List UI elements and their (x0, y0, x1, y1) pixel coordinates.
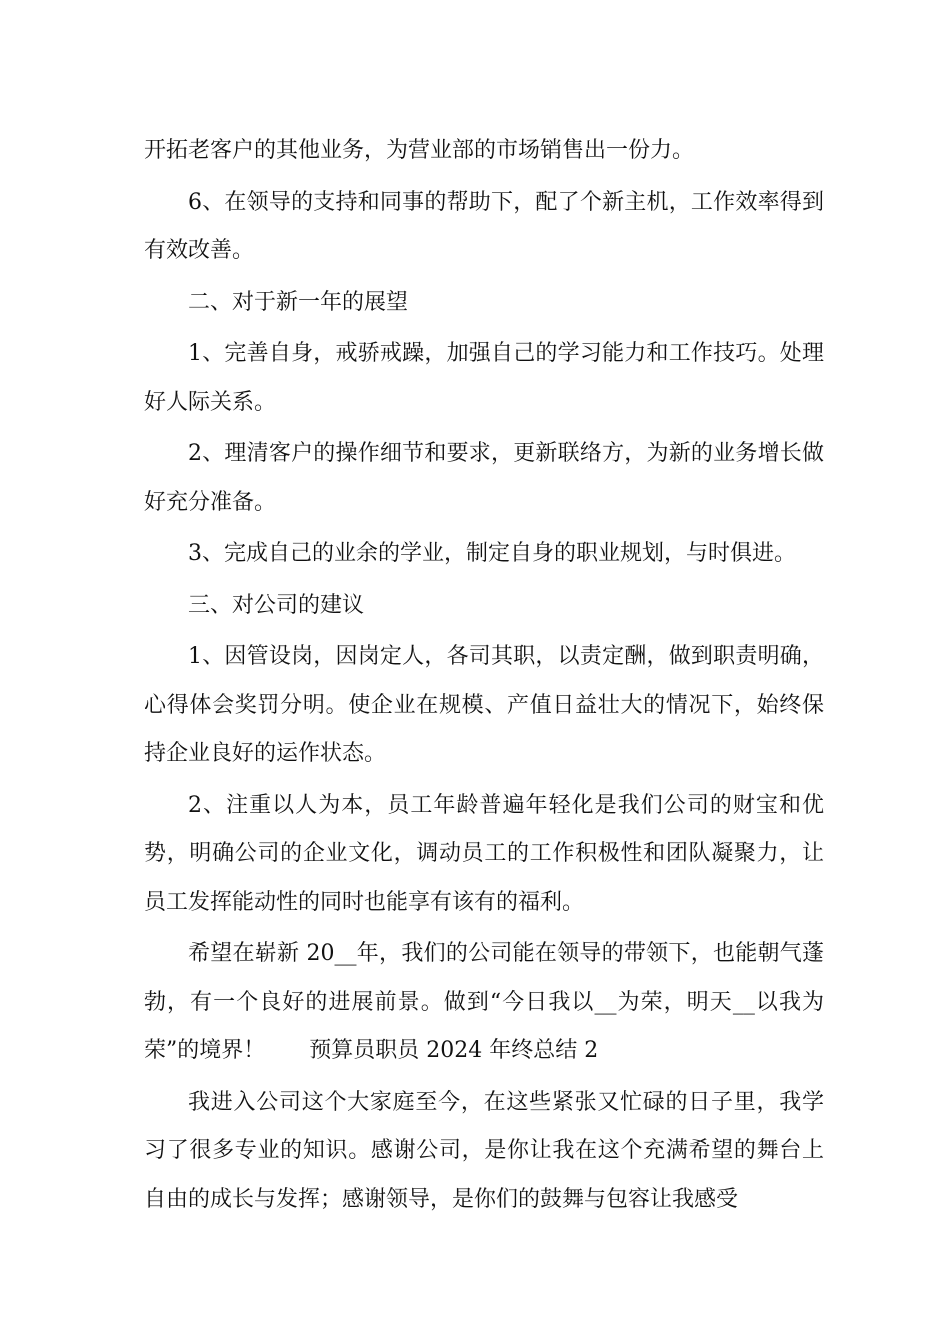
paragraph-hope (144, 930, 824, 1076)
paragraph-continuation: 开拓老客户的其他业务，为营业部的市场销售出一份力。 (144, 138, 695, 163)
paragraph-outlook-3: 3、完成自己的业余的学业，制定自身的职业规划，与时俱进。 (188, 541, 796, 566)
paragraph-suggestion-1: 1、因管设岗，因岗定人，各司其职，以责定酬，做到职责明确，心得体会奖罚分明。使企业在规模、产值日益壮大的情况下，始终保持企业良好的运作状态。 (144, 644, 824, 766)
document-body (144, 127, 824, 1224)
hope-text: 希望在崭新 20__年，我们的公司能在领导的带领下，也能朝气蓬勃，有一个良好的进展前景。做到“今日我以__为荣，明天__以我为荣”的境界！ (144, 941, 824, 1063)
document-title-2: 预算员职员 2024 年终总结 2 (309, 1038, 599, 1063)
paragraph-outlook-1: 1、完善自身，戒骄戒躁，加强自己的学习能力和工作技巧。处理好人际关系。 (144, 341, 824, 415)
paragraph-item-6: 6、在领导的支持和同事的帮助下，配了个新主机，工作效率得到有效改善。 (144, 189, 824, 263)
section-heading-outlook: 二、对于新一年的展望 (188, 289, 409, 315)
section-heading-suggestions: 三、对公司的建议 (188, 592, 365, 618)
paragraph-intro: 我进入公司这个大家庭至今，在这些紧张又忙碌的日子里，我学习了很多专业的知识。感谢公司，是你让我在这个充满希望的舞台上自由的成长与发挥；感谢领导，是你们的鼓舞与包容让我感受 (144, 1089, 824, 1212)
paragraph-outlook-2: 2、理清客户的操作细节和要求，更新联络方，为新的业务增长做好充分准备。 (144, 441, 824, 515)
paragraph-suggestion-2: 2、注重以人为本，员工年龄普遍年轻化是我们公司的财宝和优势，明确公司的企业文化，调动员工的工作积极性和团队凝聚力，让员工发挥能动性的同时也能享有该有的福利。 (144, 792, 824, 915)
